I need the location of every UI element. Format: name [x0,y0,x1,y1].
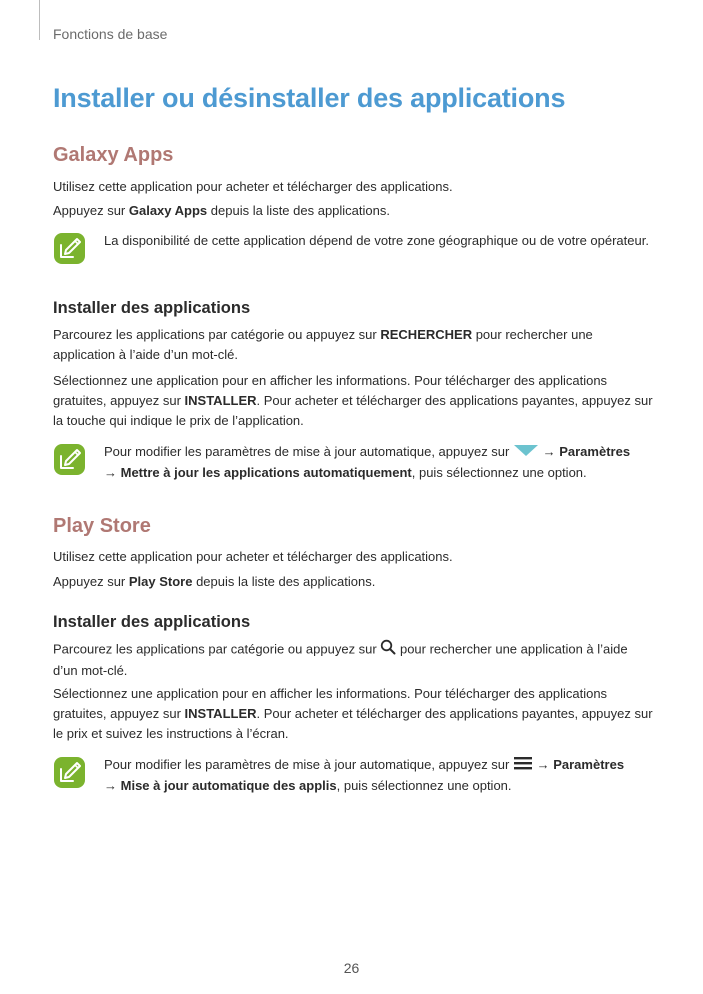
dropdown-triangle-icon [513,443,539,463]
play-store-heading: Play Store [53,515,151,537]
galaxy-install-heading: Installer des applications [53,299,251,317]
note-pencil-icon [54,233,85,264]
play-tap-instruction: Appuyez sur Play Store depuis la liste des applications. [53,574,376,589]
section-header: Fonctions de base [53,26,168,42]
play-update-note [53,755,653,795]
note-pencil-icon [54,444,85,475]
play-install-p2: Sélectionnez une application pour en afficher les informations. Pour télécharger des applications gratuites, appuyez sur INSTALLER. Pour acheter et télécharger des applications payantes, appuyez sur le prix et suivez les instructions à l’écran. [53,686,653,741]
page-number: 26 [343,960,360,976]
galaxy-install-p1: Parcourez les applications par catégorie ou appuyez sur RECHERCHER pour rechercher une application à l’aide d’un mot-clé. [53,327,593,362]
page-title: Installer ou désinstaller des applications [53,83,566,113]
note-text: Pour modifier les paramètres de mise à jour automatique, appuyez sur → Paramètres → Mettre à jour les applications automatiquement, puis sélectionnez une option. [104,444,631,480]
header-rule [39,0,40,40]
note-text: La disponibilité de cette application dépend de votre zone géographique ou de votre opérateur. [104,233,649,248]
menu-icon [513,756,533,776]
play-install-p1: Parcourez les applications par catégorie ou appuyez sur pour rechercher une application à l’aide d’un mot-clé. [53,639,653,681]
galaxy-intro: Utilisez cette application pour acheter et télécharger des applications. [53,179,453,194]
play-install-heading: Installer des applications [53,613,251,631]
galaxy-availability-note [53,231,653,271]
note-pencil-icon [54,757,85,788]
search-icon [380,639,396,661]
galaxy-install-p2: Sélectionnez une application pour en afficher les informations. Pour télécharger des applications gratuites, appuyez sur INSTALLER. Pour acheter et télécharger des applications payantes, appuyez sur la touche qui indique le prix de l’application. [53,373,653,428]
galaxy-update-note [53,442,653,482]
play-intro: Utilisez cette application pour acheter et télécharger des applications. [53,549,453,564]
galaxy-apps-heading: Galaxy Apps [53,144,174,166]
note-text: Pour modifier les paramètres de mise à jour automatique, appuyez sur → Paramètres → Mise à jour automatique des applis, puis sélectionnez une option. [104,757,625,793]
galaxy-tap-instruction: Appuyez sur Galaxy Apps depuis la liste des applications. [53,203,390,218]
